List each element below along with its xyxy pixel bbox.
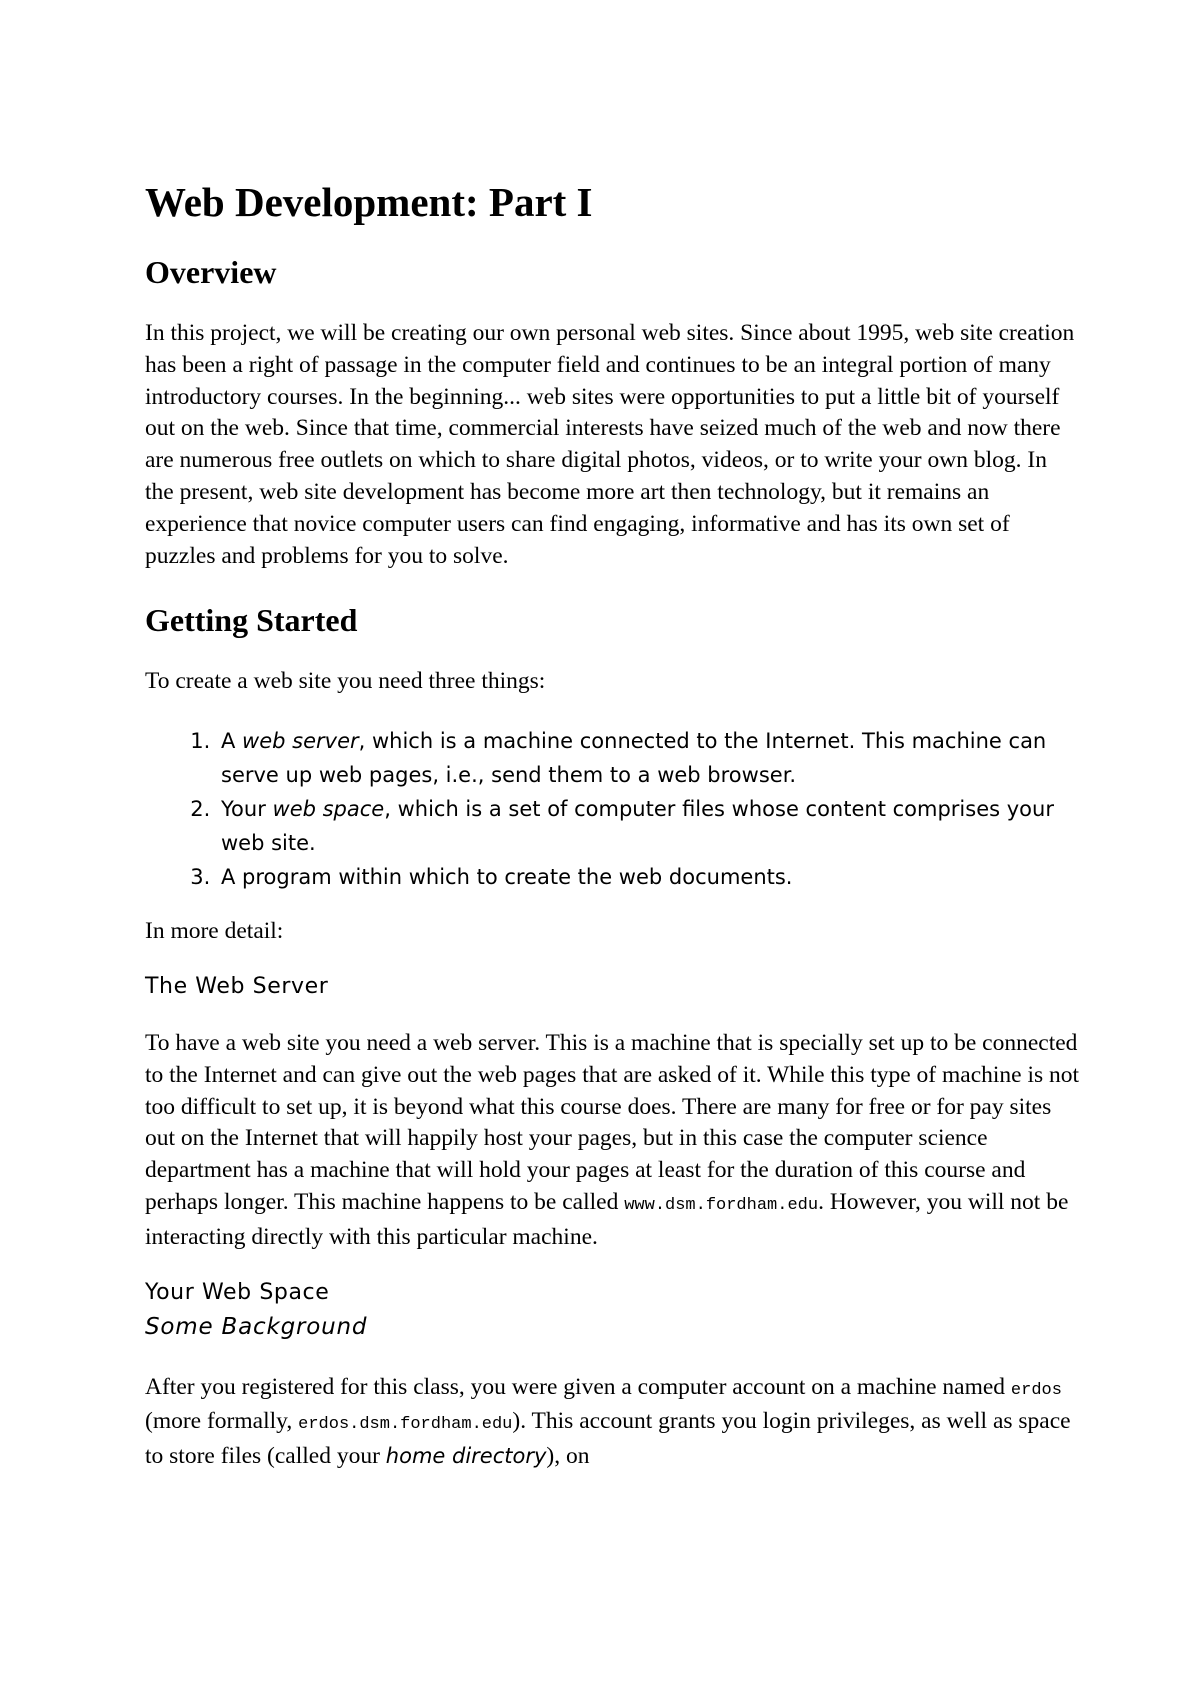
list-item: 3. A program within which to create the web documents.	[217, 860, 1080, 894]
requirements-list	[145, 724, 1080, 894]
web-server-paragraph: To have a web site you need a web server. This is a machine that is specially set up to be connected to the Internet and can give out the web pages that are asked of it. While this type of machine is not too difficult to set up, it is beyond what this course does. There are many for free or for pay sites out on the Internet that will happily host your pages, but in this case the computer science department has a machine that will hold your pages at least for the duration of this course and perhaps longer. This machine happens to be called www.dsm.fordham.edu. However, you will not be interacting directly with this particular machine.	[145, 1029, 1080, 1250]
background-subheading: Some Background	[145, 1313, 368, 1340]
detail-intro: In more detail:	[145, 918, 284, 945]
machine-name: erdos	[1010, 1380, 1062, 1400]
document-title: Web Development: Part I	[145, 179, 593, 225]
web-server-term: web server	[242, 729, 359, 754]
list-item: 2. Your web space, which is a set of computer files whose content comprises your web site.	[217, 792, 1080, 860]
host-name: www.dsm.fordham.edu	[624, 1195, 819, 1215]
web-space-term: web space	[272, 797, 385, 822]
home-directory-term: home directory	[385, 1444, 547, 1469]
machine-full-name: erdos.dsm.fordham.edu	[298, 1415, 513, 1435]
overview-heading: Overview	[145, 254, 277, 290]
getting-started-heading: Getting Started	[145, 602, 358, 639]
background-paragraph: After you registered for this class, you were given a computer account on a machine named erdos (more formally, erdos.dsm.fordham.edu). This account grants you login privileges, as well as space to store files (called your home directory), on	[145, 1373, 1071, 1470]
document-page	[145, 178, 1080, 1473]
list-item: 1. A web server, which is a machine connected to the Internet. This machine can serve up web pages, i.e., send them to a web browser.	[217, 724, 1080, 792]
web-space-heading: Your Web Space	[145, 1279, 330, 1305]
web-server-heading: The Web Server	[145, 973, 329, 999]
getting-started-intro: To create a web site you need three things:	[145, 668, 546, 695]
overview-paragraph: In this project, we will be creating our own personal web sites. Since about 1995, web site creation has been a right of passage in the computer field and continues to be an integral portion of many introductory courses. In the beginning... web sites were opportunities to put a little bit of yourself out on the web. Since that time, commercial interests have seized much of the web and now there are numerous free outlets on which to share digital photos, videos, or to write your own blog. In the present, web site development has become more art then technology, but it remains an experience that novice computer users can find engaging, informative and has its own set of puzzles and problems for you to solve.	[145, 320, 1075, 569]
